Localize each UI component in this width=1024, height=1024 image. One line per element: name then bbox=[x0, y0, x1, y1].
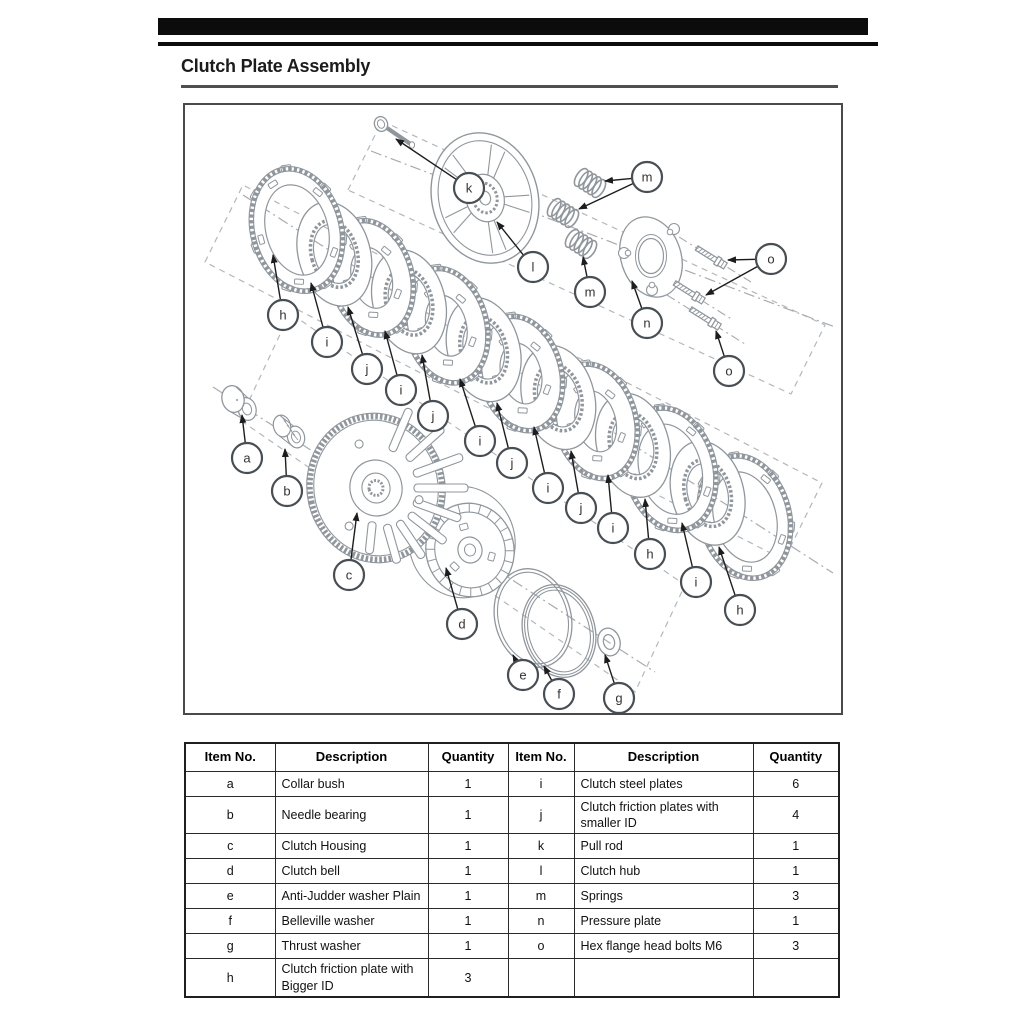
quantity-cell: 1 bbox=[428, 884, 508, 909]
item-no-cell: e bbox=[185, 884, 275, 909]
clutch-diagram bbox=[185, 105, 841, 713]
quantity-cell: 3 bbox=[753, 884, 839, 909]
callout-letter: i bbox=[611, 520, 615, 536]
description-cell: Hex flange head bolts M6 bbox=[574, 934, 753, 959]
callout-letter: f bbox=[557, 686, 561, 702]
callout-f bbox=[544, 666, 574, 709]
callout-letter: n bbox=[643, 315, 651, 331]
hex-bolt-part bbox=[694, 244, 728, 270]
callout-arrow bbox=[728, 259, 756, 260]
callout-o bbox=[714, 331, 744, 386]
quantity-cell bbox=[753, 959, 839, 997]
quantity-cell: 6 bbox=[753, 771, 839, 796]
pressure-plate-part bbox=[610, 209, 692, 306]
callout-b bbox=[272, 449, 302, 506]
table-row bbox=[185, 959, 839, 997]
table-row bbox=[185, 884, 839, 909]
callout-letter: o bbox=[725, 363, 733, 379]
item-no-cell: a bbox=[185, 771, 275, 796]
title-underline bbox=[181, 85, 838, 88]
description-cell: Thrust washer bbox=[275, 934, 428, 959]
quantity-cell: 3 bbox=[753, 934, 839, 959]
collar-bush-part bbox=[219, 383, 259, 422]
column-header: Quantity bbox=[428, 743, 508, 771]
table-row bbox=[185, 934, 839, 959]
description-cell: Clutch friction plates with smaller ID bbox=[574, 796, 753, 834]
quantity-cell: 1 bbox=[428, 859, 508, 884]
callout-letter: m bbox=[641, 169, 653, 185]
description-cell: Clutch hub bbox=[574, 859, 753, 884]
item-no-cell bbox=[508, 959, 574, 997]
quantity-cell: 3 bbox=[428, 959, 508, 997]
column-header: Description bbox=[275, 743, 428, 771]
callout-letter: b bbox=[283, 483, 291, 499]
description-cell: Clutch friction plate with Bigger ID bbox=[275, 959, 428, 997]
callout-letter: k bbox=[465, 180, 473, 196]
column-header: Quantity bbox=[753, 743, 839, 771]
pull-rod-part bbox=[372, 115, 414, 148]
table-row bbox=[185, 834, 839, 859]
callout-letter: g bbox=[615, 690, 623, 706]
quantity-cell: 1 bbox=[428, 796, 508, 834]
item-no-cell: g bbox=[185, 934, 275, 959]
callout-letter: h bbox=[279, 307, 287, 323]
callout-letter: i bbox=[694, 574, 698, 590]
description-cell: Clutch steel plates bbox=[574, 771, 753, 796]
item-no-cell: j bbox=[508, 796, 574, 834]
spring-part bbox=[545, 196, 582, 229]
callout-letter: a bbox=[243, 450, 251, 466]
column-header: Item No. bbox=[185, 743, 275, 771]
item-no-cell: l bbox=[508, 859, 574, 884]
item-no-cell: i bbox=[508, 771, 574, 796]
callout-arrow bbox=[583, 257, 587, 277]
item-no-cell: m bbox=[508, 884, 574, 909]
callout-letter: h bbox=[646, 546, 654, 562]
item-no-cell: k bbox=[508, 834, 574, 859]
item-no-cell: o bbox=[508, 934, 574, 959]
callout-o bbox=[706, 244, 786, 295]
callout-m bbox=[579, 162, 662, 209]
callout-letter: d bbox=[458, 616, 466, 632]
callout-arrow bbox=[605, 655, 614, 684]
quantity-cell: 1 bbox=[428, 771, 508, 796]
callout-letter: o bbox=[767, 251, 775, 267]
description-cell: Pull rod bbox=[574, 834, 753, 859]
header-rule-thin bbox=[158, 42, 878, 46]
quantity-cell: 1 bbox=[428, 909, 508, 934]
callout-letter: i bbox=[546, 480, 550, 496]
callout-a bbox=[232, 415, 262, 473]
description-cell: Anti-Judder washer Plain bbox=[275, 884, 428, 909]
description-cell bbox=[574, 959, 753, 997]
quantity-cell: 4 bbox=[753, 796, 839, 834]
hex-bolt-part bbox=[672, 279, 706, 305]
callout-letter: i bbox=[478, 433, 482, 449]
callout-arrow bbox=[605, 178, 632, 181]
callout-letter: j bbox=[431, 408, 435, 424]
callout-letter: j bbox=[510, 455, 514, 471]
table-row bbox=[185, 859, 839, 884]
quantity-cell: 1 bbox=[428, 934, 508, 959]
description-cell: Belleville washer bbox=[275, 909, 428, 934]
quantity-cell: 1 bbox=[753, 859, 839, 884]
item-no-cell: c bbox=[185, 834, 275, 859]
page-title: Clutch Plate Assembly bbox=[181, 56, 371, 76]
table-row bbox=[185, 771, 839, 796]
quantity-cell: 1 bbox=[428, 834, 508, 859]
item-no-cell: b bbox=[185, 796, 275, 834]
table-row bbox=[185, 796, 839, 834]
callout-letter: j bbox=[579, 500, 583, 516]
description-cell: Collar bush bbox=[275, 771, 428, 796]
hex-bolt-part bbox=[688, 305, 722, 331]
callout-g bbox=[604, 655, 634, 713]
item-no-cell: h bbox=[185, 959, 275, 997]
callout-letter: i bbox=[325, 334, 329, 350]
quantity-cell: 1 bbox=[753, 834, 839, 859]
description-cell: Needle bearing bbox=[275, 796, 428, 834]
item-no-cell: n bbox=[508, 909, 574, 934]
description-cell: Clutch Housing bbox=[275, 834, 428, 859]
callout-letter: h bbox=[736, 602, 744, 618]
column-header: Description bbox=[574, 743, 753, 771]
quantity-cell: 1 bbox=[753, 909, 839, 934]
callout-m bbox=[575, 257, 605, 307]
callout-letter: m bbox=[584, 284, 596, 300]
description-cell: Clutch bell bbox=[275, 859, 428, 884]
needle-bearing-part bbox=[271, 413, 307, 450]
item-no-cell: f bbox=[185, 909, 275, 934]
parts-table bbox=[184, 742, 840, 998]
callout-arrow bbox=[285, 449, 286, 476]
table-row bbox=[185, 909, 839, 934]
callout-letter: j bbox=[365, 361, 369, 377]
spring-part bbox=[572, 166, 609, 199]
callout-letter: c bbox=[345, 567, 353, 583]
callout-letter: l bbox=[531, 259, 535, 275]
callout-letter: i bbox=[399, 382, 403, 398]
item-no-cell: d bbox=[185, 859, 275, 884]
column-header: Item No. bbox=[508, 743, 574, 771]
table-header-row bbox=[185, 743, 839, 771]
callout-letter: e bbox=[519, 667, 527, 683]
header-rule-thick bbox=[158, 18, 868, 35]
description-cell: Springs bbox=[574, 884, 753, 909]
description-cell: Pressure plate bbox=[574, 909, 753, 934]
spring-part bbox=[563, 227, 600, 260]
callout-arrow bbox=[716, 331, 724, 357]
exploded-diagram-frame bbox=[183, 103, 843, 715]
